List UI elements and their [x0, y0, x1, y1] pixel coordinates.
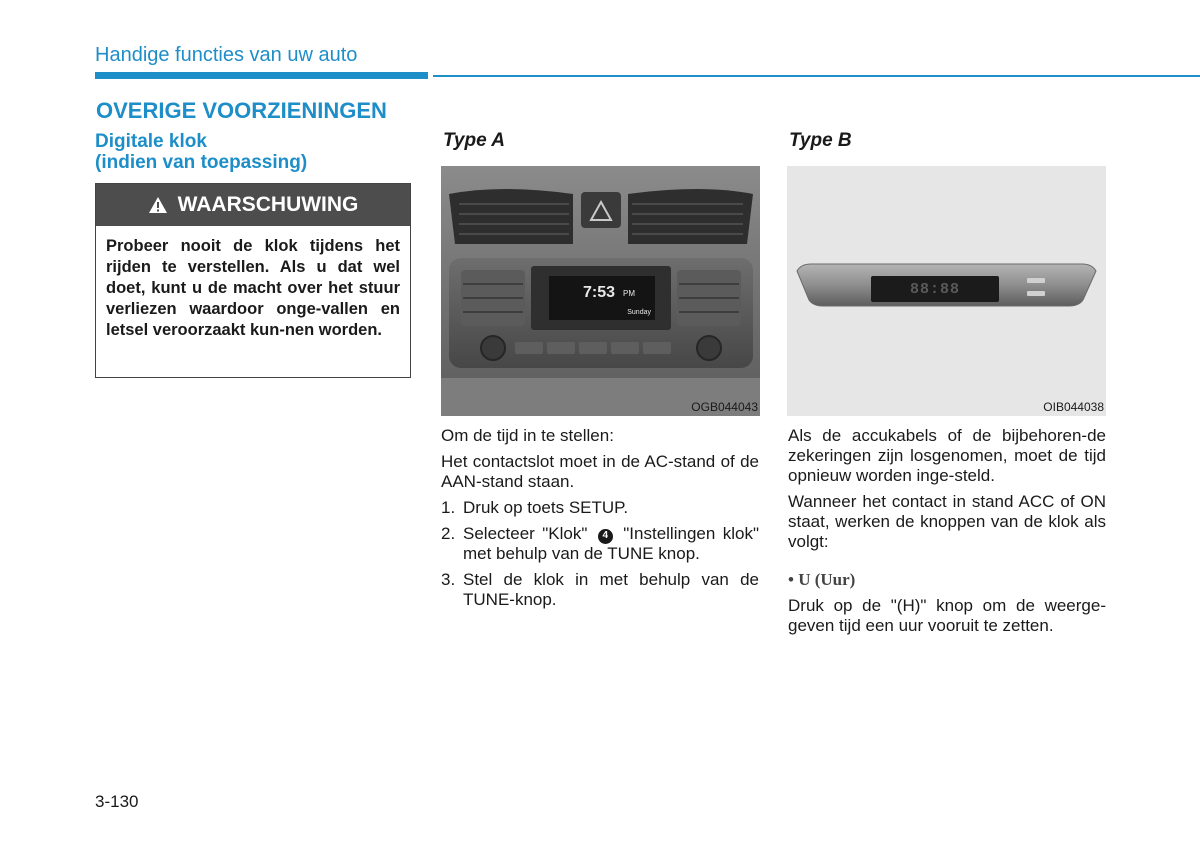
type-b-para2: Wanneer het contact in stand ACC of ON staat, werken de knoppen van de klok als volgt: — [788, 492, 1106, 551]
running-header: Handige functies van uw auto — [95, 44, 358, 66]
list-item: 1. Druk op toets SETUP. — [441, 498, 629, 517]
type-b-bullet-text: Druk op de "(H)" knop om de weerge-geven tijd een uur vooruit te zetten. — [788, 596, 1106, 635]
type-b-figure — [787, 166, 1106, 416]
type-b-label: Type B — [789, 130, 852, 151]
type-a-display-time: 7:53 — [583, 284, 616, 301]
header-rule-thick — [95, 72, 428, 79]
type-a-display — [549, 276, 655, 320]
type-b-para1: Als de accukabels of de bijbehoren-de zekeringen zijn losgenomen, moet de tijd opnieuw worden inge-steld. — [788, 426, 1106, 485]
type-b-display-time: 88:88 — [909, 280, 960, 298]
type-b-text — [788, 426, 1106, 642]
circled-number-icon: 4 — [598, 529, 613, 544]
list-item: 3. Stel de klok in met behulp van de TUNE-knop. — [441, 570, 759, 609]
type-a-intro: Om de tijd in te stellen: — [441, 426, 614, 445]
subsection-title — [95, 131, 307, 173]
type-b-figure-code: OIB044038 — [1043, 400, 1104, 414]
subsection-title-line1: Digitale klok — [95, 131, 207, 152]
warning-label: WAARSCHUWING — [177, 193, 359, 216]
warning-triangle-icon — [148, 196, 168, 214]
type-a-label: Type A — [443, 130, 505, 151]
subsection-title-line2: (indien van toepassing) — [95, 152, 308, 173]
type-a-display-pm: PM — [623, 289, 635, 298]
warning-text: Probeer nooit de klok tijdens het rijden te verstellen. Als u dat wel doet, kunt u de macht over het stuur verliezen waardoor onge-vallen en letsel veroorzaakt kun-nen worden. — [106, 237, 400, 339]
type-a-para: Het contactslot moet in de AC-stand of de AAN-stand staan. — [441, 452, 759, 491]
warning-box — [95, 183, 411, 378]
type-a-steps — [441, 498, 759, 610]
type-a-figure — [441, 166, 760, 416]
type-a-text — [441, 426, 759, 616]
header-rule-thin — [433, 75, 1200, 77]
page-number: 3-130 — [95, 792, 139, 811]
type-b-bullet: • U (Uur) — [788, 570, 856, 589]
type-a-display-day: Sunday — [627, 309, 651, 316]
type-a-figure-code: OGB044043 — [691, 400, 758, 414]
section-title: OVERIGE VOORZIENINGEN — [96, 98, 387, 123]
warning-header — [96, 184, 410, 226]
list-item: 2. Selecteer "Klok" 4 "Instellingen klok" met behulp van de TUNE knop. — [441, 524, 759, 563]
